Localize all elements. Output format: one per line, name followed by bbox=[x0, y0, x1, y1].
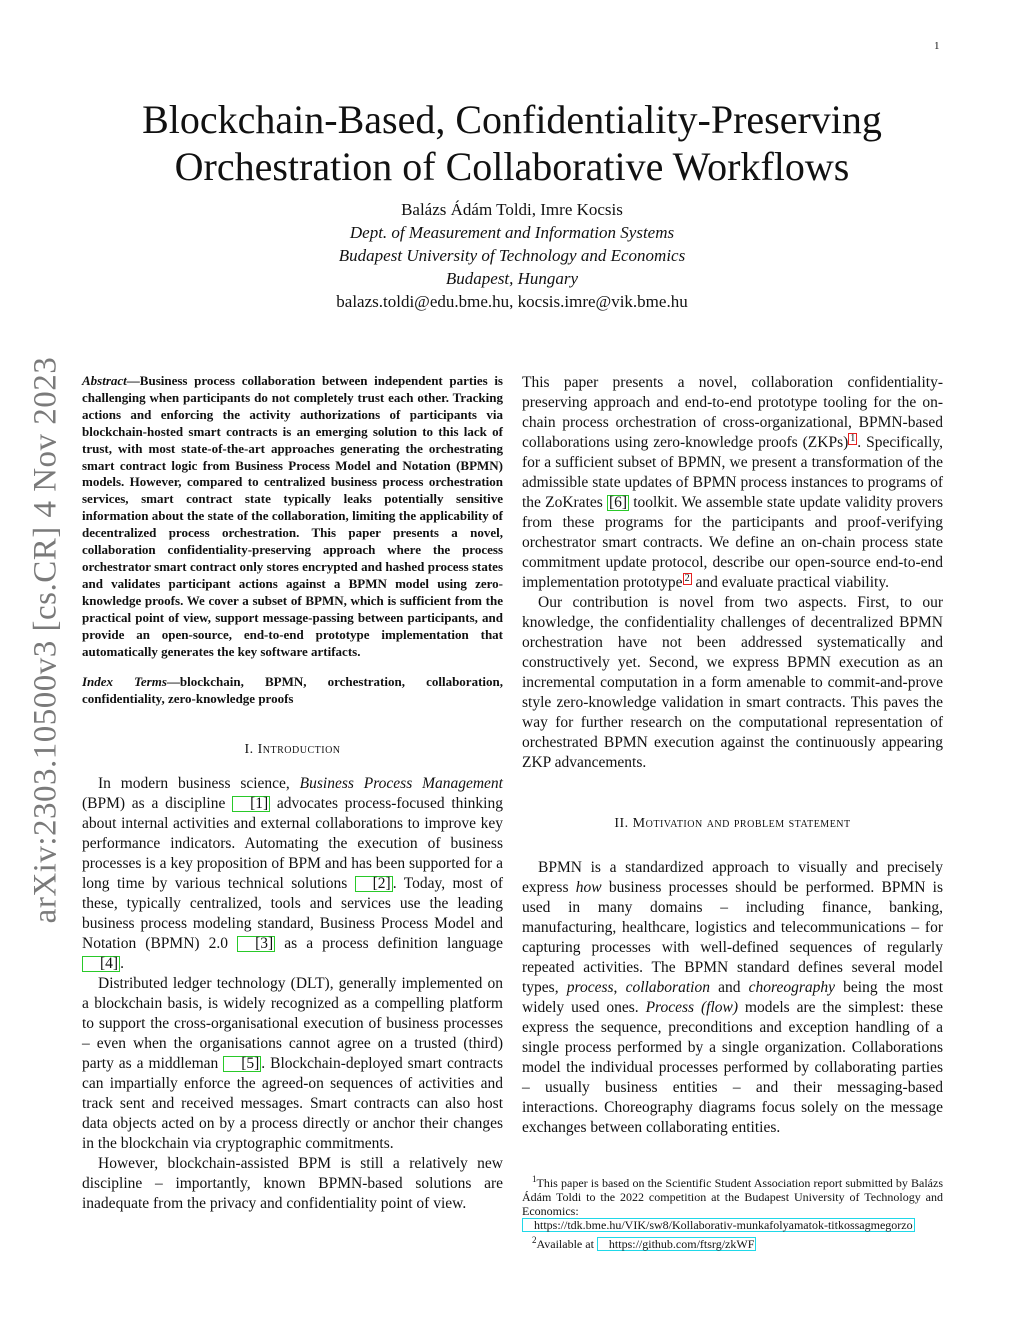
citation-link[interactable]: [1] bbox=[232, 796, 270, 812]
footnote-url-link[interactable]: https://github.com/ftsrg/zkWF bbox=[597, 1237, 756, 1251]
intro-paragraph-2 bbox=[82, 974, 503, 1154]
abstract bbox=[82, 373, 503, 660]
text-run: being the most widely used ones. bbox=[522, 979, 943, 1017]
index-terms-label: Index Terms bbox=[82, 674, 167, 690]
intro-paragraph-5: Our contribution is novel from two aspects. First, to our knowledge, the confidentiality challenges of decentralized BPMN orchestration have not been addressed systematically and constructively yet. Second, we express BPMN execution as an incremental computation in a form amenable to commit-and-prove style zero-knowledge validation in smart contracts. This paves the way for further research on the computational representation of orchestrated BPMN execution against the continuously appearing ZKP advancements. bbox=[522, 594, 943, 772]
citation-link[interactable]: [2] bbox=[355, 876, 393, 892]
text-run: Distributed ledger technology (DLT), generally implemented on a blockchain basis, is widely recognized as a compelling platform to support the cross-organisational execution of business processes – even when the organisations cannot agree on a trusted (third) party as a middleman bbox=[82, 975, 503, 1073]
index-terms bbox=[82, 673, 503, 707]
author-emails: balazs.toldi@edu.bme.hu, kocsis.imre@vik.bme.hu bbox=[336, 292, 688, 311]
intro-paragraph-4 bbox=[522, 373, 943, 593]
left-column bbox=[82, 373, 503, 1214]
footnotes bbox=[522, 1172, 943, 1251]
page-number: 1 bbox=[934, 40, 940, 52]
abstract-label: Abstract bbox=[82, 373, 127, 388]
footnote-1 bbox=[522, 1172, 943, 1232]
emphasis: Business Process Management bbox=[299, 775, 503, 793]
footnote-text: This paper is based on the Scientific Student Association report submitted by Balázs Ádám Toldi to the 2022 competition at the Budapest University of Technology and Economics: bbox=[522, 1176, 943, 1218]
emphasis: Process (flow) bbox=[645, 999, 739, 1017]
intro-paragraph-1 bbox=[82, 774, 503, 974]
citation-link[interactable]: [3] bbox=[237, 936, 275, 952]
footnote-text: Available at bbox=[536, 1237, 597, 1251]
citation-link[interactable]: [5] bbox=[223, 1056, 261, 1072]
emphasis: collaboration bbox=[625, 979, 710, 997]
text-run: BPMN is a standardized approach to visually and precisely express bbox=[522, 859, 943, 897]
text-run: . Blockchain-deployed smart contracts can impartially enforce the agreed-on sequences of activities and track sent and received messages. Smart contracts can also host data objects acted on by a process directly or anchor their changes in the blockchain via cryptographic commitments. bbox=[82, 1055, 504, 1153]
author-block bbox=[200, 198, 824, 313]
emphasis: process bbox=[566, 979, 614, 997]
index-terms-text: blockchain, BPMN, orchestration, collaboration, confidentiality, zero-knowledge proofs bbox=[82, 674, 503, 707]
abstract-text: Business process collaboration between independent parties is challenging when participants do not completely trust each other. Tracking actions and enforcing the activity authorizations of participants via blockchain-hosted smart contracts is an emerging solution to this lack of trust, with most state-of-the-art approaches generating the orchestrating smart contract logic from Business Process Model and Notation (BPMN) models. However, compared to centralized business process orchestration services, smart contract state typically leaks potentially sensitive information about the state of the collaboration, limiting the applicability of decentralized process orchestration. This paper presents a novel, collaboration confidentiality-preserving approach where the process orchestrator smart contract only stores encrypted and hashed process states and validates participant actions against a BPMN model using zero-knowledge proofs. We cover a subset of BPMN, which is sufficient from the practical point of view, support message-passing between participants, and provide an open-source, end-to-end prototype implementation that automatically generates the key software artifacts. bbox=[82, 373, 503, 659]
text-run: In modern business science, bbox=[98, 775, 300, 793]
citation-link[interactable]: [6] bbox=[608, 494, 628, 512]
section-number: I. bbox=[244, 742, 254, 758]
right-column bbox=[522, 373, 943, 1138]
section-number: II. bbox=[614, 816, 629, 832]
text-run: business processes should be performed. BPMN is used in many domains – including finance, banking, manufacturing, healthcare, logistics and telecommunications – for capturing processes with well-defined sequences of regularly repeated activities. The BPMN standard defines several model types, bbox=[522, 879, 943, 997]
affiliation-university: Budapest University of Technology and Economics bbox=[338, 246, 686, 265]
intro-paragraph-3: However, blockchain-assisted BPM is still a relatively new discipline – importantly, known BPMN-based solutions are inadequate from the privacy and confidentiality point of view. bbox=[82, 1155, 503, 1213]
footnote-2 bbox=[522, 1233, 943, 1251]
footnote-reference[interactable]: 1 bbox=[850, 433, 856, 444]
text-run: . Today, most of these, typically centralized, tools and services use the leading business process modeling standard, Business Process Model and Notation (BPMN) 2.0 bbox=[82, 875, 503, 953]
citation-link[interactable]: [4] bbox=[82, 956, 120, 972]
section-title: Motivation and problem statement bbox=[632, 816, 851, 832]
text-run: This paper presents a novel, collaboration confidentiality-preserving approach and end-to-end prototype tooling for the on-chain process orchestration of cross-organizational, BPMN-based collaborations using zero-knowledge proofs (ZKPs) bbox=[522, 374, 943, 452]
text-run: and bbox=[709, 979, 749, 997]
text-run: . Specifically, for a sufficient subset of BPMN, we present a transformation of the admissible state updates of BPMN process instances to programs of the ZoKrates bbox=[522, 434, 943, 512]
paper-title bbox=[100, 96, 924, 190]
section-heading-introduction bbox=[82, 740, 503, 760]
text-run: and evaluate practical viability. bbox=[691, 574, 889, 592]
footnote-mark: 2 bbox=[532, 1235, 537, 1245]
text-run: models are the simplest: these express the sequence, preconditions and exception handling of a single process performed by a single organization. Collaborations model the individual processes performed by collaborating parties – usually business entities – and their messaging-based interactions. Choreography diagrams focus solely on the message exchanges between collaborating entities. bbox=[522, 999, 943, 1137]
section-heading-motivation bbox=[522, 814, 943, 834]
affiliation-dept: Dept. of Measurement and Information Systems bbox=[349, 223, 675, 242]
emphasis: how bbox=[575, 879, 602, 897]
emphasis: choreography bbox=[748, 979, 836, 997]
text-run: . bbox=[120, 955, 124, 973]
text-run: advocates process-focused thinking about internal activities and external collaborations to improve key performance indicators. Automating the execution of business processes is a key proposition of BPM and has been supported for a long time by various technical solutions bbox=[82, 795, 503, 893]
footnote-mark: 1 bbox=[532, 1174, 537, 1184]
text-run: , bbox=[613, 979, 626, 997]
title-line-2: Orchestration of Collaborative Workflows bbox=[174, 144, 850, 189]
text-run: as a process definition language bbox=[275, 935, 504, 953]
text-run: (BPM) as a discipline bbox=[82, 795, 233, 813]
title-line-1: Blockchain-Based, Confidentiality-Preserving bbox=[142, 97, 882, 142]
text-run: toolkit. We assemble state update validity provers from these programs for the participants and proof-verifying orchestrator smart contracts. We define an on-chain process state commitment update protocol, describe our open-source end-to-end implementation prototype bbox=[522, 494, 944, 592]
section-title: Introduction bbox=[257, 742, 341, 758]
abstract-dash: — bbox=[126, 373, 140, 388]
footnote-url-link[interactable]: https://tdk.bme.hu/VIK/sw8/Kollaborativ-munkafolyamatok-titkossagmegorzo bbox=[522, 1218, 915, 1232]
motivation-paragraph-1 bbox=[522, 858, 943, 1138]
author-names: Balázs Ádám Toldi, Imre Kocsis bbox=[401, 200, 623, 219]
affiliation-location: Budapest, Hungary bbox=[445, 269, 579, 288]
footnote-reference[interactable]: 2 bbox=[684, 573, 690, 585]
index-terms-dash: — bbox=[166, 674, 180, 690]
arxiv-identifier: arXiv:2303.10500v3 [cs.CR] 4 Nov 2023 bbox=[27, 356, 64, 924]
